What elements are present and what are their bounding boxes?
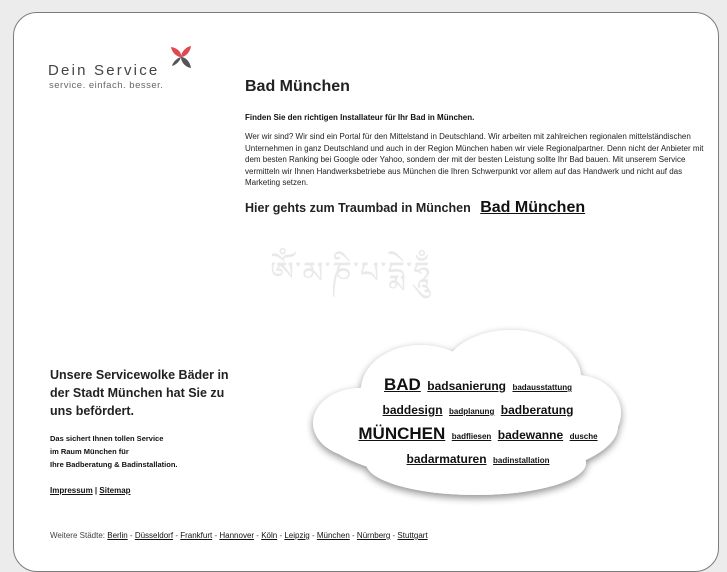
logo-name: Dein Service <box>48 62 160 79</box>
city-link-nuernberg[interactable]: Nürnberg <box>356 531 391 540</box>
city-separator: - <box>256 531 259 540</box>
servicewolke-info <box>50 366 240 495</box>
city-separator: - <box>279 531 283 540</box>
servicewolke-heading: Unsere Servicewolke Bäder in der Stadt München hat Sie zu uns befördert. <box>50 368 229 418</box>
cta-link-bad-muenchen[interactable]: Bad München <box>480 198 586 216</box>
tag-link-badberatung[interactable]: badberatung <box>500 403 574 417</box>
tag-link-badsanierung[interactable]: badsanierung <box>427 379 506 393</box>
link-divider: | <box>94 486 98 495</box>
tag-link-muenchen[interactable]: MÜNCHEN <box>358 424 446 443</box>
subheading: Finden Sie den richtigen Installateur für Ihr Bad in München. <box>245 113 475 122</box>
cta-line <box>245 199 707 217</box>
impressum-link[interactable]: Impressum <box>50 486 93 495</box>
city-separator: - <box>129 531 133 540</box>
cta-text: Hier gehts zum Traumbad in München <box>245 200 471 215</box>
tag-link-badfliesen[interactable]: badfliesen <box>451 432 492 441</box>
city-link-berlin[interactable]: Berlin <box>107 531 128 540</box>
logo-mark-icon <box>168 44 194 70</box>
logo-tagline: service. einfach. besser. <box>49 80 164 91</box>
service-text <box>50 432 240 471</box>
legal-links <box>50 486 240 495</box>
sitemap-link[interactable]: Sitemap <box>99 486 131 495</box>
tag-link-baddesign[interactable]: baddesign <box>382 403 443 417</box>
page-title: Bad München <box>245 78 350 95</box>
footer-cities <box>50 531 428 540</box>
tag-link-badewanne[interactable]: badewanne <box>497 428 564 442</box>
city-link-muenchen[interactable]: München <box>316 531 350 540</box>
decorative-watermark: ༀ་མ་ཎི་པ་དྨེ་ཧཱུྃ <box>270 257 432 290</box>
service-line-2: im Raum München für <box>50 447 129 456</box>
city-separator: - <box>214 531 218 540</box>
city-separator: - <box>392 531 396 540</box>
city-link-stuttgart[interactable]: Stuttgart <box>397 531 428 540</box>
city-separator: - <box>311 531 315 540</box>
main-content <box>245 78 707 217</box>
service-line-1: Das sichert Ihnen tollen Service <box>50 434 164 443</box>
city-link-leipzig[interactable]: Leipzig <box>284 531 310 540</box>
tag-link-badplanung[interactable]: badplanung <box>449 407 495 416</box>
city-link-frankfurt[interactable]: Frankfurt <box>180 531 213 540</box>
service-line-3: Ihre Badberatung & Badinstallation. <box>50 460 178 469</box>
footer-label: Weitere Städte: <box>50 531 105 540</box>
tag-cloud <box>340 374 616 472</box>
tag-link-badinstallation[interactable]: badinstallation <box>493 456 550 465</box>
city-separator: - <box>352 531 355 540</box>
tag-link-badarmaturen[interactable]: badarmaturen <box>406 452 487 466</box>
tag-link-bad[interactable]: BAD <box>384 375 421 394</box>
city-link-duesseldorf[interactable]: Düsseldorf <box>134 531 174 540</box>
city-link-koeln[interactable]: Köln <box>261 531 278 540</box>
tag-link-badausstattung[interactable]: badausstattung <box>512 383 572 392</box>
intro-paragraph: Wer wir sind? Wir sind ein Portal für den Mittelstand in Deutschland. Wir arbeiten mit zahlreichen regionalen mittelständischen Unternehmen in ganz Deutschland und auch in der Region München haben wir viele Regionalpartner. Denn nicht der Anbieter mit dem besten Ranking bei Google oder Yahoo, sondern der mit der besten Leistung sollte Ihr Bad bauen. Mit unserem Service vermitteln wir Ihnen Handwerksbetriebe aus München die Ihren Schwerpunkt vor allem auf das Handwerk und nicht auf das Marketing setzen. <box>245 132 704 187</box>
city-link-hannover[interactable]: Hannover <box>219 531 255 540</box>
city-separator: - <box>175 531 178 540</box>
tag-link-dusche[interactable]: dusche <box>569 432 598 441</box>
